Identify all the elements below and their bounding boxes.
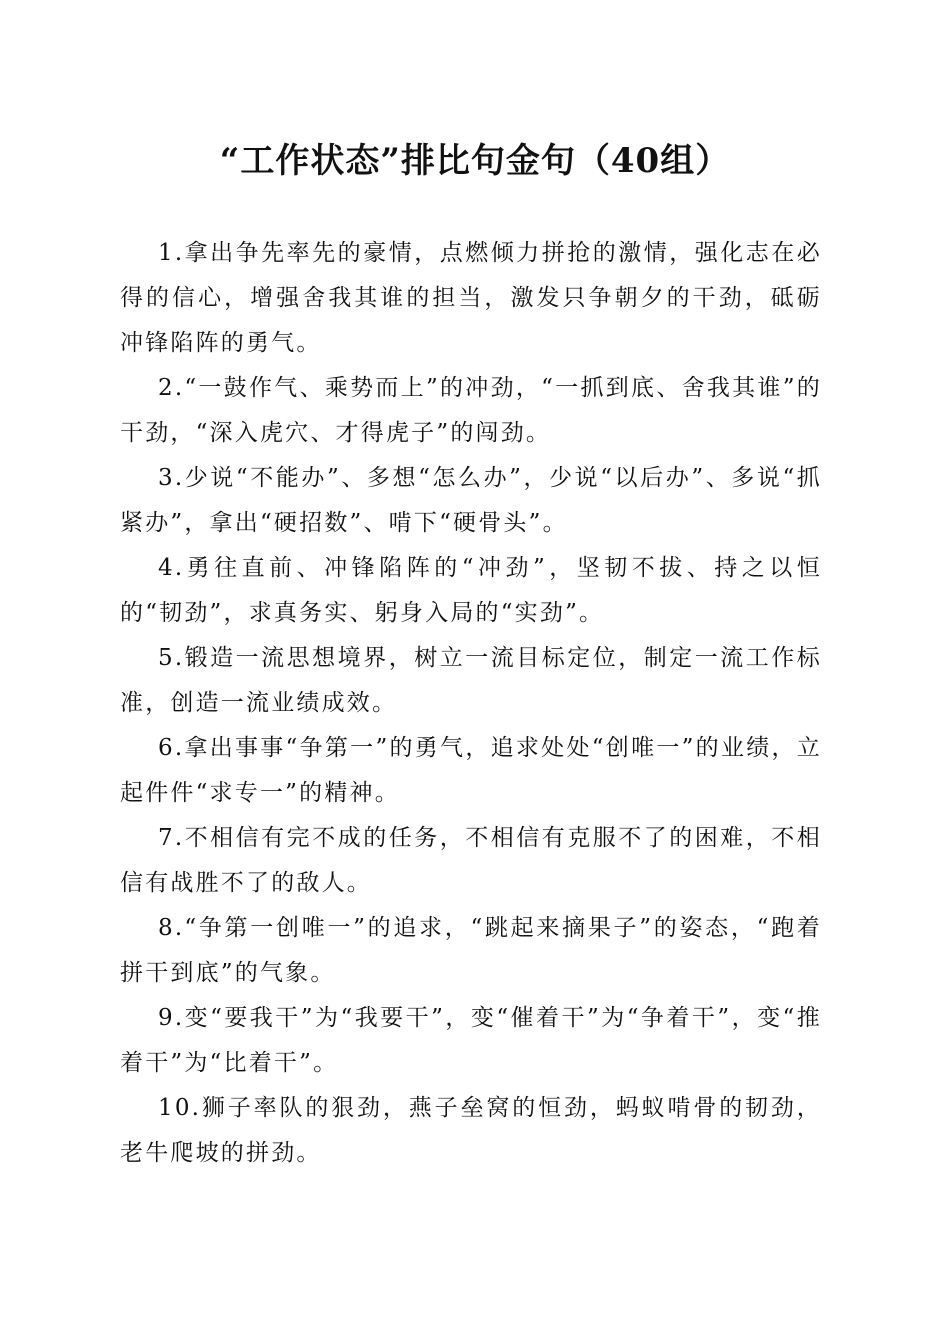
paragraph-2: 2.“一鼓作气、乘势而上”的冲劲，“一抓到底、舍我其谁”的干劲，“深入虎穴、才得虎子”的闯劲。 (120, 375, 822, 446)
paragraph-8: 8.“争第一创唯一”的追求，“跳起来摘果子”的姿态，“跑着拼干到底”的气象。 (120, 915, 822, 986)
document-body (120, 231, 822, 1176)
paragraph-5: 5.锻造一流思想境界，树立一流目标定位，制定一流工作标准，创造一流业绩成效。 (120, 645, 822, 716)
paragraph-1: 1.拿出争先率先的豪情，点燃倾力拼抢的激情，强化志在必得的信心，增强舍我其谁的担当，激发只争朝夕的干劲，砥砺冲锋陷阵的勇气。 (120, 240, 822, 356)
paragraph-7: 7.不相信有完不成的任务，不相信有克服不了的困难，不相信有战胜不了的敌人。 (120, 825, 822, 896)
paragraph-6: 6.拿出事事“争第一”的勇气，追求处处“创唯一”的业绩，立起件件“求专一”的精神。 (120, 735, 822, 806)
paragraph-9: 9.变“要我干”为“我要干”，变“催着干”为“争着干”，变“推着干”为“比着干”。 (120, 1005, 822, 1076)
paragraph-3: 3.少说“不能办”、多想“怎么办”，少说“以后办”、多说“抓紧办”，拿出“硬招数”、啃下“硬骨头”。 (120, 465, 822, 536)
paragraph-4: 4.勇往直前、冲锋陷阵的“冲劲”，坚韧不拔、持之以恒的“韧劲”，求真务实、躬身入局的“实劲”。 (120, 555, 822, 626)
document-title: “工作状态”排比句金句（40组） (219, 141, 731, 181)
paragraph-10: 10.狮子率队的狠劲，燕子垒窝的恒劲，蚂蚁啃骨的韧劲，老牛爬坡的拼劲。 (120, 1095, 822, 1166)
